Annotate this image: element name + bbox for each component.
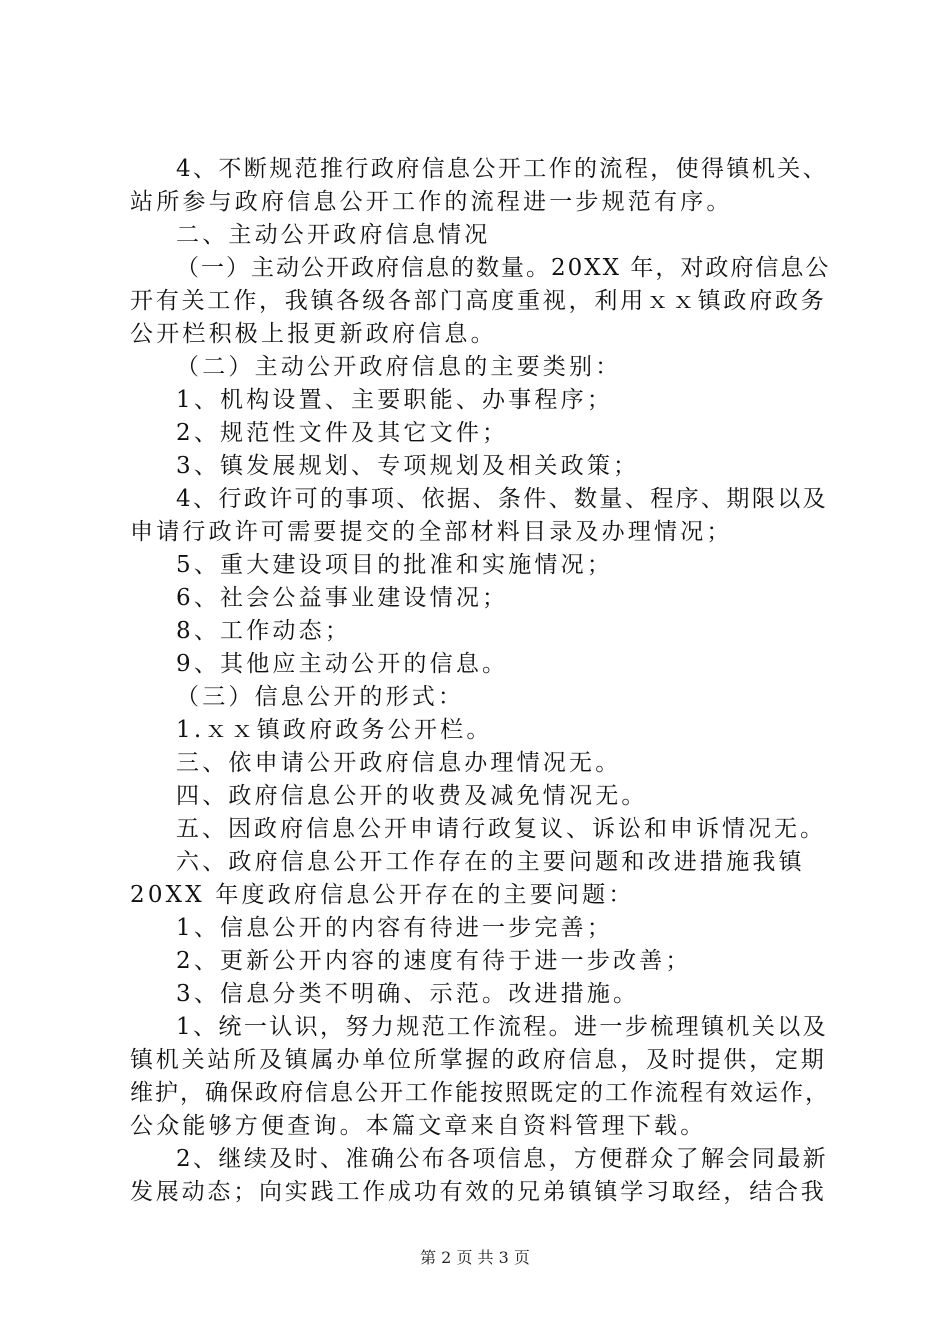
text-line: 五、因政府信息公开申请行政复议、诉讼和申诉情况无。 xyxy=(176,816,826,842)
text-line: 站所参与政府信息公开工作的流程进一步规范有序。 xyxy=(130,189,733,215)
text-line: 20XX 年度政府信息公开存在的主要问题： xyxy=(130,882,635,908)
text-line: 2、更新公开内容的速度有待于进一步改善； xyxy=(176,948,692,974)
text-line: 公开栏积极上报更新政府信息。 xyxy=(130,321,497,347)
text-line: 5、重大建设项目的批准和实施情况； xyxy=(176,552,614,578)
text-line: 4、行政许可的事项、依据、条件、数量、程序、期限以及 xyxy=(176,486,829,512)
text-line: 申请行政许可需要提交的全部材料目录及办理情况； xyxy=(130,519,733,545)
text-line: （三）信息公开的形式： xyxy=(176,684,465,710)
text-line: 9、其他应主动公开的信息。 xyxy=(176,651,509,677)
text-line: 维护，确保政府信息公开工作能按照既定的工作流程有效运作， xyxy=(130,1080,830,1106)
text-line: 1、机构设置、主要职能、办事程序； xyxy=(176,387,614,413)
text-line: 二、主动公开政府信息情况 xyxy=(176,222,491,248)
text-line: 2、继续及时、准确公布各项信息，方便群众了解会同最新 xyxy=(176,1146,829,1172)
text-line: 6、社会公益事业建设情况； xyxy=(176,585,509,611)
text-line: 3、镇发展规划、专项规划及相关政策； xyxy=(176,453,640,479)
text-line: 公众能够方便查询。本篇文章来自资料管理下载。 xyxy=(130,1113,707,1139)
text-line: 8、工作动态； xyxy=(176,618,352,644)
text-line: 2、规范性文件及其它文件； xyxy=(176,420,509,446)
text-line: 四、政府信息公开的收费及减免情况无。 xyxy=(176,783,648,809)
text-line: 1.ｘｘ镇政府政务公开栏。 xyxy=(176,717,493,743)
text-line: 4、不断规范推行政府信息公开工作的流程，使得镇机关、 xyxy=(176,156,829,182)
document-body xyxy=(130,153,830,1209)
text-line: 三、依申请公开政府信息办理情况无。 xyxy=(176,750,622,776)
text-line: 发展动态；向实践工作成功有效的兄弟镇镇学习取经，结合我 xyxy=(130,1179,827,1205)
text-line: 镇机关站所及镇属办单位所掌握的政府信息，及时提供，定期 xyxy=(130,1047,827,1073)
text-line: 1、统一认识，努力规范工作流程。进一步梳理镇机关以及 xyxy=(176,1014,829,1040)
text-line: 3、信息分类不明确、示范。改进措施。 xyxy=(176,981,640,1007)
text-line: （一）主动公开政府信息的数量。20XX 年，对政府信息公 xyxy=(176,255,831,281)
text-line: 开有关工作，我镇各级各部门高度重视，利用ｘｘ镇政府政务 xyxy=(130,288,827,314)
text-line: 1、信息公开的内容有待进一步完善； xyxy=(176,915,614,941)
page-footer: 第 2 页 共 3 页 xyxy=(420,1248,530,1267)
text-line: （二）主动公开政府信息的主要类别： xyxy=(176,354,622,380)
text-line: 六、政府信息公开工作存在的主要问题和改进措施我镇 xyxy=(176,849,805,875)
